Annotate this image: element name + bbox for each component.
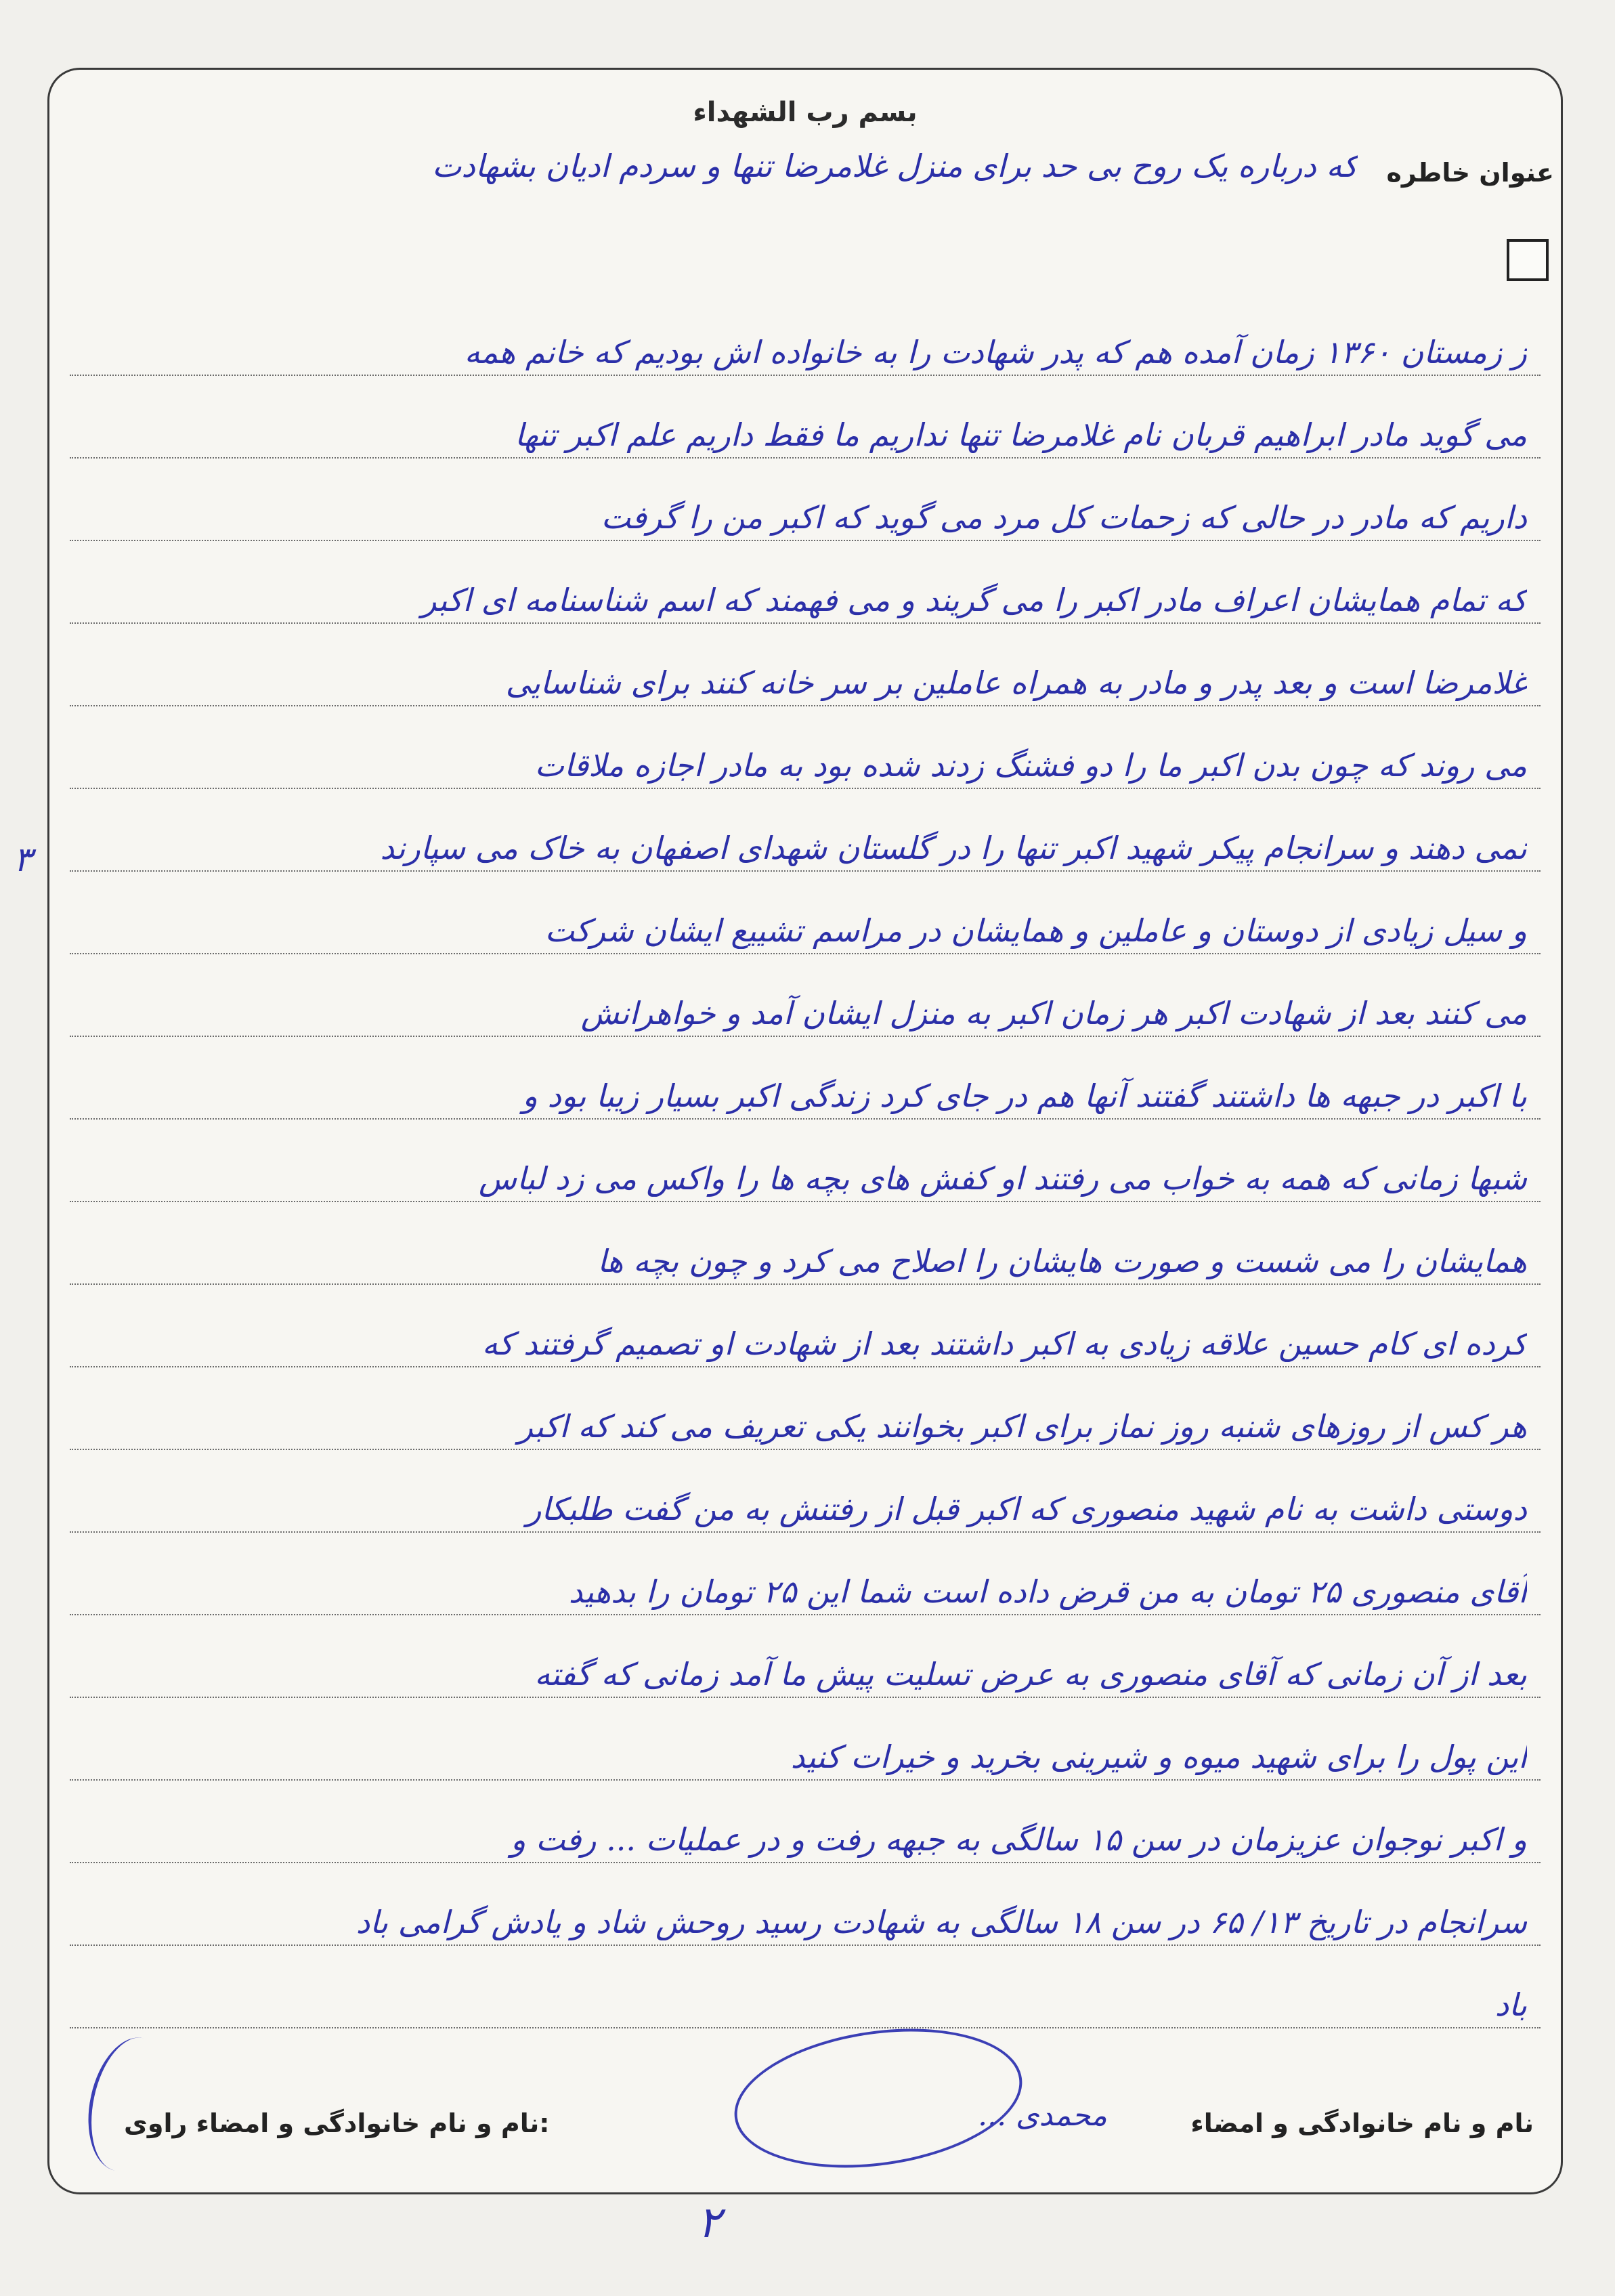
handwritten-line: و سیل زیادی از دوستان و عاملین و همایشان در مراسم تشییع ایشان شرکت xyxy=(544,912,1527,949)
text-line xyxy=(70,1202,1541,1285)
form-sheet xyxy=(47,68,1563,2194)
handwritten-line: کرده ای کام حسین علاقه زیادی به اکبر داشتند بعد از شهادت او تصمیم گرفتند که xyxy=(481,1325,1527,1362)
handwritten-line: داریم که مادر در حالی که زحمات کل مرد می گوید که اکبر من را گرفت xyxy=(601,499,1527,536)
text-line xyxy=(70,1946,1541,2028)
handwritten-line: همایشان را می شست و صورت هایشان را اصلاح می کرد و چون بچه ها xyxy=(597,1243,1527,1279)
handwritten-line: که تمام همایشان اعراف مادر اکبر را می گریند و می فهمند که اسم شناسنامه ای اکبر xyxy=(421,582,1527,618)
text-line xyxy=(70,789,1541,872)
writer-signature-label: نام و نام خانوادگی و امضاء xyxy=(1190,2108,1534,2138)
text-line xyxy=(70,954,1541,1037)
text-line xyxy=(70,1533,1541,1615)
text-line xyxy=(70,541,1541,624)
text-line xyxy=(70,1450,1541,1533)
text-line xyxy=(70,872,1541,954)
page-title: بسم رب الشهداء xyxy=(693,97,918,128)
handwritten-line: می کنند بعد از شهادت اکبر هر زمان اکبر به منزل ایشان آمد و خواهرانش xyxy=(580,995,1527,1032)
text-line xyxy=(70,1615,1541,1698)
page-number: ۲ xyxy=(697,2198,721,2248)
handwritten-line: باد xyxy=(1494,1986,1527,2023)
margin-mark: ۳ xyxy=(14,840,32,879)
handwritten-line: سرانجام در تاریخ ۱۳/ ۶۵ در سن ۱۸ سالگی به شهادت رسید روحش شاد و یادش گرامی باد xyxy=(356,1904,1527,1940)
text-line xyxy=(70,1781,1541,1863)
text-line xyxy=(70,459,1541,541)
text-line xyxy=(70,376,1541,459)
narrator-signature-label: نام و نام خانوادگی و امضاء راوی: xyxy=(124,2108,550,2138)
text-line xyxy=(70,1285,1541,1367)
handwritten-line: دوستی داشت به نام شهید منصوری که اکبر قبل از رفتنش به من گفت طلبکار xyxy=(526,1491,1527,1527)
text-line xyxy=(70,1698,1541,1781)
subject-text: که درباره یک روح بی حد برای منزل غلامرضا تنها و سردم ادیان بشهادت xyxy=(432,148,1358,184)
writer-name: ... محمدی xyxy=(978,2098,1107,2133)
handwritten-line: این پول را برای شهید میوه و شیرینی بخرید و خیرات کنید xyxy=(790,1739,1527,1775)
handwritten-line: نمی دهند و سرانجام پیکر شهید اکبر تنها را در گلستان شهدای اصفهان به خاک می سپارند xyxy=(380,830,1527,866)
text-line xyxy=(70,1120,1541,1202)
handwritten-line: با اکبر در جبهه ها داشتند گفتند آنها هم در جای کرد زندگی اکبر بسیار زیبا بود و xyxy=(522,1078,1527,1114)
handwritten-line: ز زمستان ۱۳۶۰ زمان آمده هم که پدر شهادت را به خانواده اش بودیم که خانم همه xyxy=(464,334,1527,370)
signature-footer xyxy=(49,2084,1561,2145)
checkbox[interactable] xyxy=(1507,239,1549,281)
handwritten-line: می گوید مادر ابراهیم قربان نام غلامرضا تنها نداریم ما فقط داریم علم اکبر تنها xyxy=(515,417,1527,453)
memoir-body xyxy=(70,293,1541,2135)
subject-label: عنوان خاطره xyxy=(1386,158,1554,188)
handwritten-line: می روند که چون بدن اکبر ما را دو فشنگ زدند شده بود به مادر اجازه ملاقات xyxy=(534,747,1527,784)
handwritten-line: غلامرضا است و بعد پدر و مادر به همراه عاملین بر سر خانه کنند برای شناسایی xyxy=(505,664,1527,701)
text-line xyxy=(70,624,1541,706)
text-line xyxy=(70,1367,1541,1450)
handwritten-line: شبها زمانی که همه به خواب می رفتند او کفش های بچه ها را واکس می زد لباس xyxy=(479,1160,1527,1197)
handwritten-line: و اکبر نوجوان عزیزمان در سن ۱۵ سالگی به جبهه رفت و در عملیات ... رفت و xyxy=(511,1821,1527,1858)
text-line xyxy=(70,293,1541,376)
text-line xyxy=(70,1863,1541,1946)
text-line xyxy=(70,706,1541,789)
handwritten-line: آقای منصوری ۲۵ تومان به من قرض داده است شما این ۲۵ تومان را بدهید xyxy=(568,1573,1527,1610)
handwritten-line: بعد از آن زمانی که آقای منصوری به عرض تسلیت پیش ما آمد زمانی که گفته xyxy=(534,1656,1527,1693)
text-line xyxy=(70,1037,1541,1120)
handwritten-line: هر کس از روزهای شنبه روز نماز برای اکبر بخوانند یکی تعریف می کند که اکبر xyxy=(517,1408,1527,1445)
